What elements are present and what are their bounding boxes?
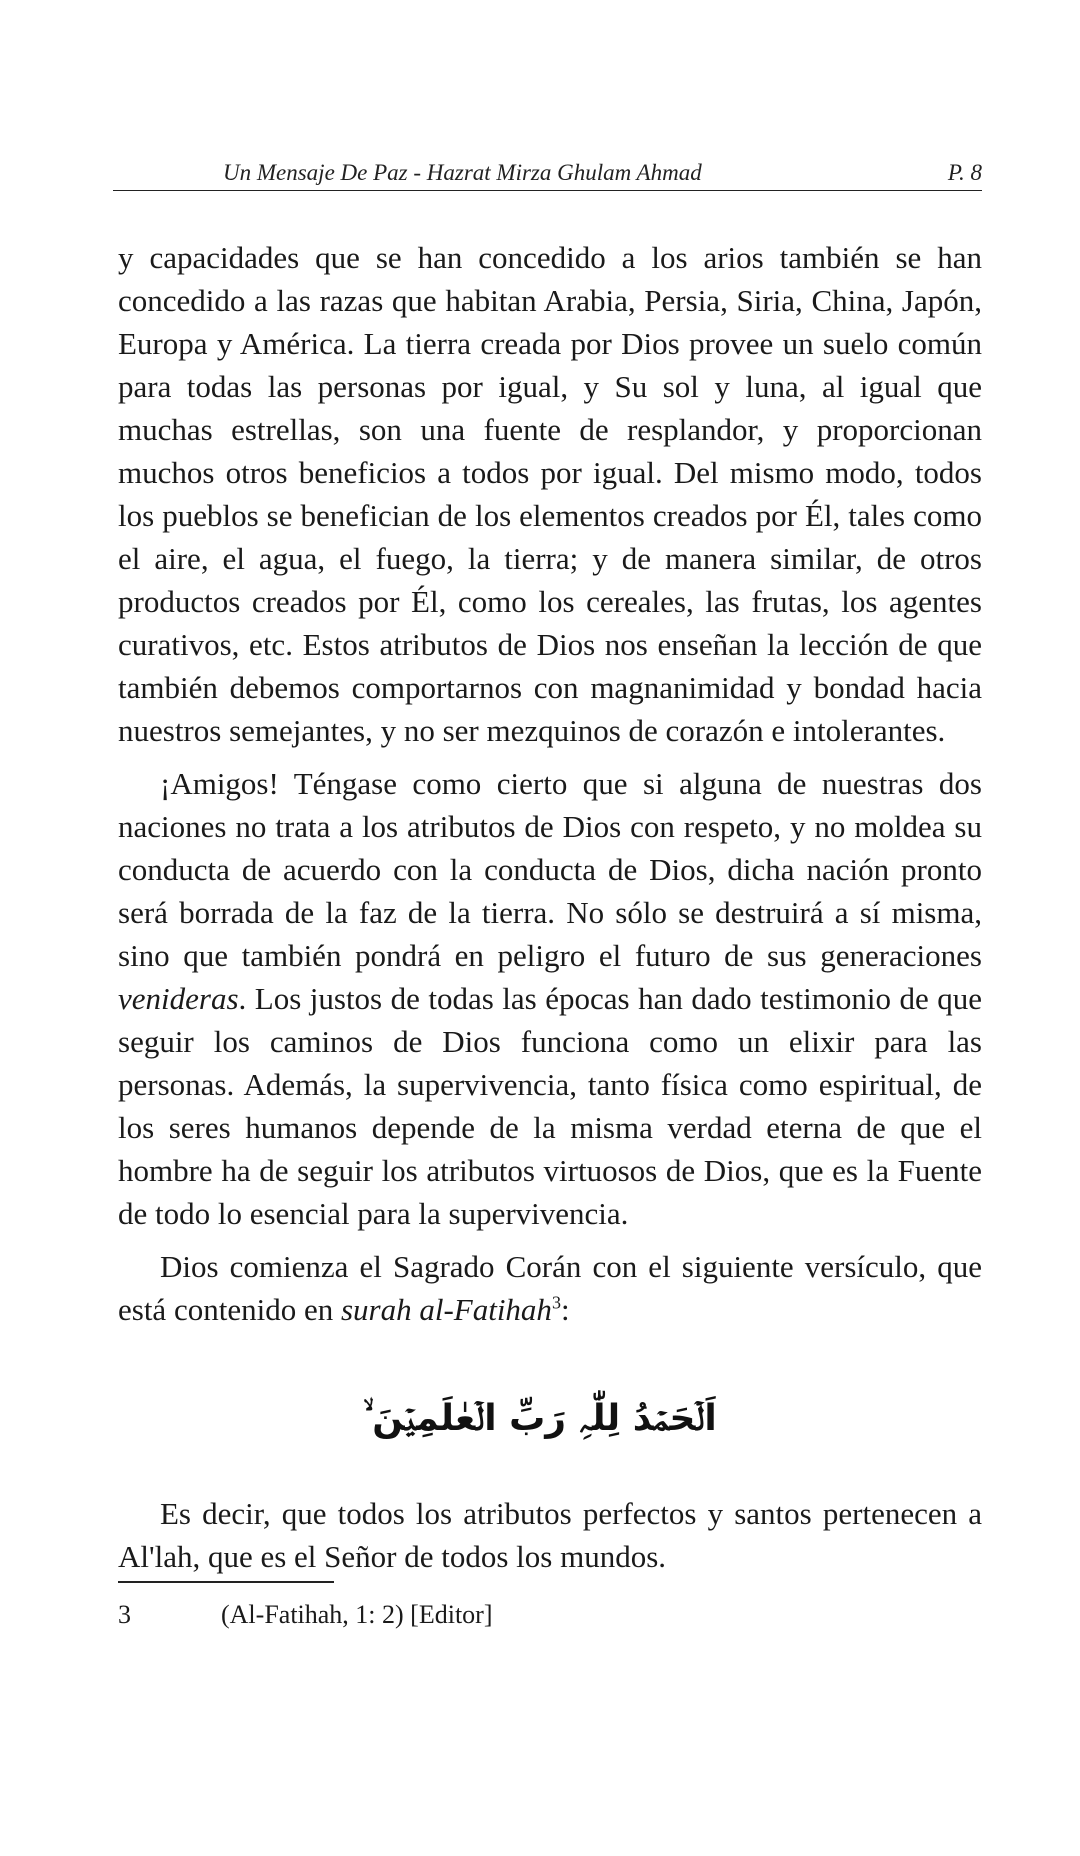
surah-name: surah al-Fatihah	[340, 1292, 552, 1327]
arabic-verse: اَلۡحَمۡدُ لِلّٰہِ رَبِّ الۡعٰلَمِیۡنَ ۙ	[363, 1398, 717, 1439]
paragraph-3-text: Dios comienza el Sagrado Corán con el siguiente versículo, que está contenido en	[118, 1249, 982, 1327]
paragraph-2-text: ¡Amigos! Téngase como cierto que si alguna de nuestras dos naciones no trata a los atributos de Dios con respeto, y no moldea su conducta de acuerdo con la conducta de Dios, dicha nación pronto será borrada de la faz de la tierra. No sólo se destruirá a sí misma, sino que también pondrá en peligro el futuro de sus generaciones	[118, 766, 982, 973]
footnote-marker: 3	[551, 1292, 561, 1313]
footnote-text: (Al-Fatihah, 1: 2) [Editor]	[221, 1600, 493, 1629]
running-header-title: Un Mensaje De Paz - Hazrat Mirza Ghulam Ahmad	[223, 160, 702, 185]
body-text	[118, 236, 982, 1341]
paragraph-4: Es decir, que todos los atributos perfectos y santos pertenecen a Al'lah, que es el Señor de todos los mundos.	[118, 1496, 982, 1574]
paragraph-2-italic: venideras	[118, 981, 239, 1016]
paragraph-1: y capacidades que se han concedido a los arios también se han concedido a las razas que habitan Arabia, Persia, Siria, China, Japón, Europa y América. La tierra creada por Dios provee un suelo común para todas las personas por igual, y Su sol y luna, al igual que muchas estrellas, son una fuente de resplandor, y proporcionan muchos otros beneficios a todos por igual. Del mismo modo, todos los pueblos se benefician de los elementos creados por Él, tales como el aire, el agua, el fuego, la tierra; y de manera similar, de otros productos creados por Él, como los cereales, las frutas, los agentes curativos, etc. Estos atributos de Dios nos enseñan la lección de que también debemos comportarnos con magnanimidad y bondad hacia nuestros semejantes, y no ser mezquinos de corazón e intolerantes.	[118, 240, 982, 748]
footnote-number: 3	[118, 1600, 131, 1629]
paragraph-3-colon: :	[560, 1292, 570, 1327]
paragraph-2	[118, 762, 982, 1235]
page-number: P. 8	[947, 160, 982, 185]
footnote-divider	[118, 1581, 334, 1583]
running-header	[113, 160, 982, 191]
paragraph-2-text-end: . Los justos de todas las épocas han dado testimonio de que seguir los caminos de Dios funciona como un elixir para las personas. Además, la supervivencia, tanto física como espiritual, de los seres humanos depende de la misma verdad eterna de que el hombre ha de seguir los atributos virtuosos de Dios, que es la Fuente de todo lo esencial para la supervivencia.	[118, 981, 982, 1231]
paragraph-3	[118, 1245, 982, 1331]
